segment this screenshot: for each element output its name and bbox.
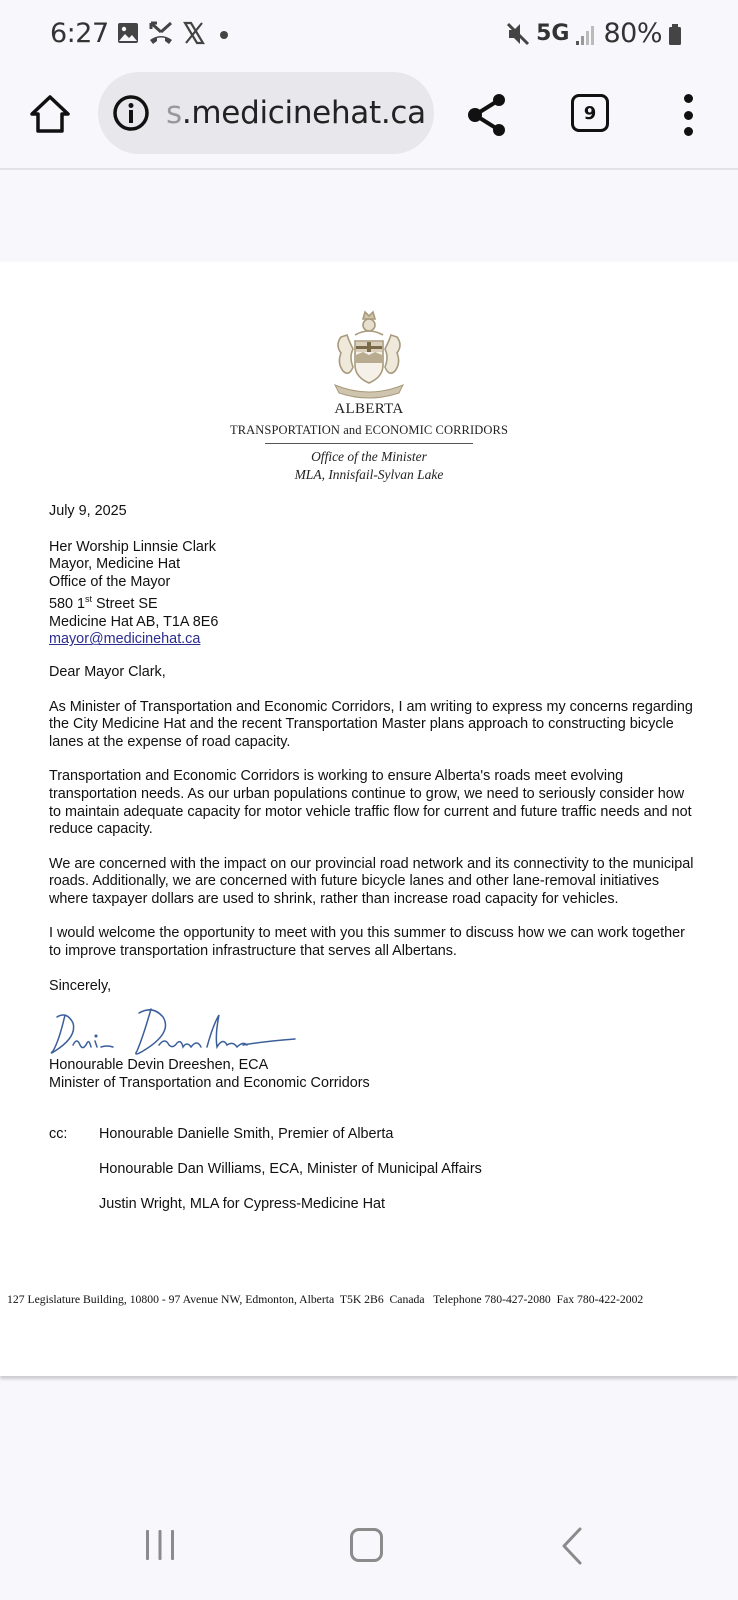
salutation: Dear Mayor Clark, [49,663,166,680]
letterhead-office: Office of the Minister [311,449,427,464]
notification-icons [116,20,234,46]
signer-name: Honourable Devin Dreeshen, ECA [49,1057,269,1074]
recipient-street: 580 1st Street SE [49,594,158,613]
alberta-coat-of-arms-icon [327,307,411,399]
page-margin [0,172,738,262]
cc-row [49,1161,699,1196]
cc-label: cc: [49,1126,68,1143]
cc-recipient: Justin Wright, MLA for Cypress-Medicine Hat [99,1196,386,1213]
letterhead-divider [265,443,473,444]
cc-recipient: Honourable Danielle Smith, Premier of Alberta [99,1126,394,1143]
letterhead [0,307,738,484]
tab-count: 9 [583,102,597,124]
signer-title: Minister of Transportation and Economic Corridors [49,1074,370,1091]
status-bar [0,0,738,70]
letterhead-province: ALBERTA [334,401,404,417]
letter-footer-address: 127 Legislature Building, 10800 - 97 Avenue NW, Edmonton, Alberta T5K 2B6 Canada Telephone 780-427-2080 Fax 780-422-2002 [7,1293,644,1306]
info-icon[interactable] [112,94,150,132]
signature-icon [47,1001,297,1057]
letterhead-department: TRANSPORTATION and ECONOMIC CORRIDORS [229,423,508,437]
letter-body [49,503,699,1231]
recents-icon[interactable] [144,1528,176,1562]
home-nav-icon[interactable] [350,1528,383,1562]
system-icons [506,18,682,49]
paragraph: I would welcome the opportunity to meet with you this summer to discuss how we can work together to improve transportation infrastructure that serves all Albertans. [49,925,685,960]
recipient-title: Mayor, Medicine Hat [49,556,181,573]
recipient-address [49,539,699,649]
dot-icon [214,21,234,45]
x-app-icon [182,21,206,45]
letterhead-riding: MLA, Innisfail-Sylvan Lake [294,467,444,482]
address-bar[interactable] [98,72,434,154]
letter-date: July 9, 2025 [49,503,127,519]
url-text[interactable]: s.medicinehat.ca [166,95,426,131]
tabs-button[interactable] [571,94,609,132]
mute-icon [506,21,530,47]
home-icon[interactable] [28,92,72,136]
cc-list [49,1126,699,1231]
5g-icon: 5G [536,21,570,46]
closing: Sincerely, [49,977,112,994]
back-icon[interactable] [560,1526,584,1566]
recipient-office: Office of the Mayor [49,573,171,590]
paragraph: We are concerned with the impact on our provincial road network and its connectivity to the municipal roads. Additionally, we are concerned with future bicycle lanes and other lane-removal initiatives where taxpayer dollars are used to shrink, rather than increase road capacity for vehicles. [49,855,694,907]
battery-percent: 80% [603,18,662,49]
browser-toolbar [0,70,738,170]
cc-recipient: Honourable Dan Williams, ECA, Minister of Municipal Affairs [99,1161,482,1178]
paragraph: Transportation and Economic Corridors is working to ensure Alberta's roads meet evolving transportation needs. As our urban populations continue to grow, we need to seriously consider how to maintain adequate capacity for motor vehicle traffic flow for current and future traffic needs and not reduce capacity. [49,768,692,838]
signal-icon [575,21,597,47]
status-time: 6:27 [50,18,109,49]
share-icon[interactable] [466,92,508,138]
gallery-icon [116,21,140,45]
recipient-city: Medicine Hat AB, T1A 8E6 [49,613,219,630]
cc-row [49,1126,699,1161]
more-vert-icon[interactable] [676,94,700,136]
paragraph: As Minister of Transportation and Economic Corridors, I am writing to express my concerns regarding the City Medicine Hat and the recent Transportation Master plans approach to constructing bicycle lanes at the expense of road capacity. [49,698,693,750]
cc-row [49,1196,699,1231]
battery-icon [668,21,682,47]
recipient-email-link[interactable]: mayor@medicinehat.ca [49,631,201,648]
missed-call-icon [148,20,174,46]
recipient-name: Her Worship Linnsie Clark [49,538,216,555]
system-nav-bar [0,1480,738,1600]
document-page [0,262,738,1376]
